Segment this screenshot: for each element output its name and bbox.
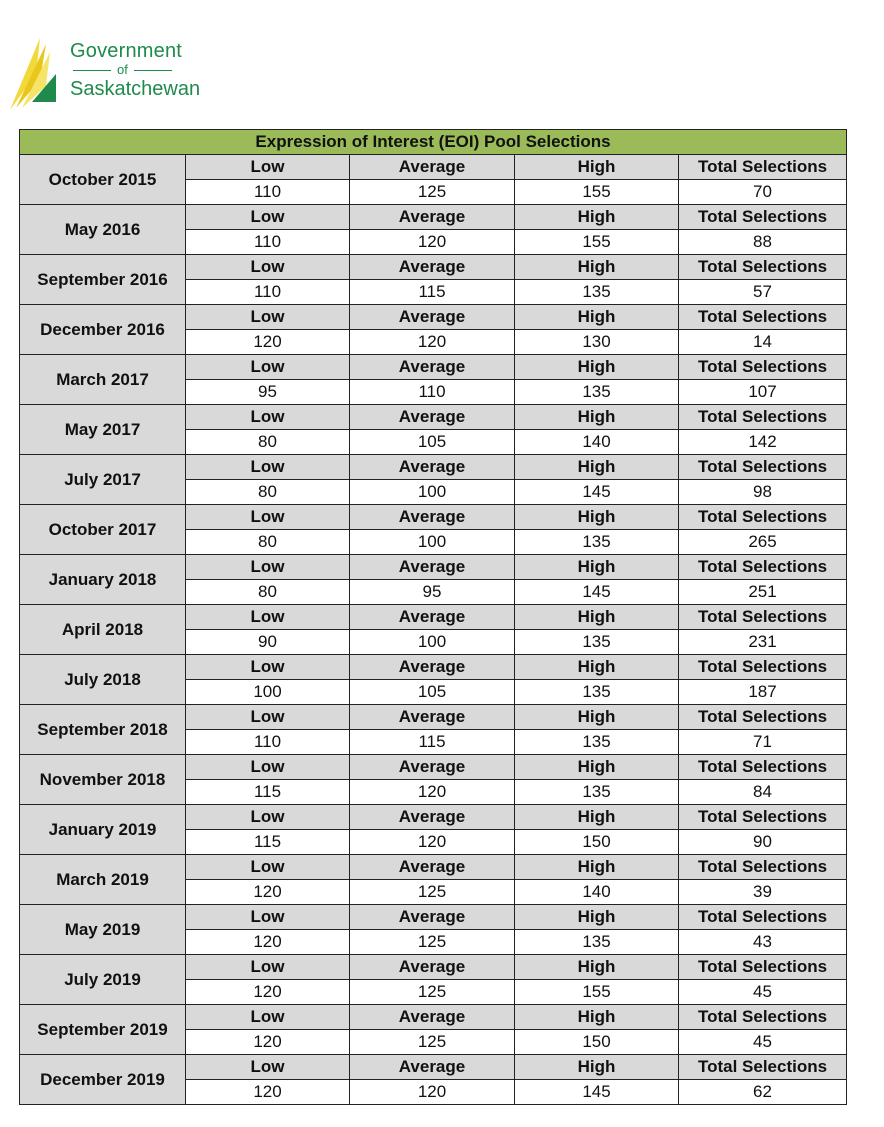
- header-cell-high: High: [515, 505, 679, 530]
- value-cell-high: 135: [515, 730, 679, 755]
- period-cell: March 2019: [20, 855, 186, 905]
- wheat-sheaf-icon: [6, 30, 66, 114]
- header-cell-total: Total Selections: [679, 1005, 847, 1030]
- header-cell-high: High: [515, 355, 679, 380]
- header-cell-low: Low: [186, 255, 350, 280]
- header-cell-average: Average: [350, 805, 515, 830]
- header-cell-total: Total Selections: [679, 855, 847, 880]
- value-cell-total: 84: [679, 780, 847, 805]
- table-row-header: [20, 305, 847, 330]
- value-cell-high: 135: [515, 680, 679, 705]
- value-cell-average: 125: [350, 180, 515, 205]
- header-cell-average: Average: [350, 1005, 515, 1030]
- value-cell-low: 90: [186, 630, 350, 655]
- table-row-header: [20, 605, 847, 630]
- logo-of-text: of: [117, 62, 128, 77]
- table-row-header: [20, 1005, 847, 1030]
- header-cell-low: Low: [186, 205, 350, 230]
- period-cell: October 2017: [20, 505, 186, 555]
- value-cell-total: 251: [679, 580, 847, 605]
- header-cell-low: Low: [186, 855, 350, 880]
- period-cell: January 2018: [20, 555, 186, 605]
- period-cell: April 2018: [20, 605, 186, 655]
- period-cell: July 2017: [20, 455, 186, 505]
- value-cell-high: 140: [515, 430, 679, 455]
- header-cell-average: Average: [350, 355, 515, 380]
- value-cell-total: 70: [679, 180, 847, 205]
- period-cell: May 2017: [20, 405, 186, 455]
- period-cell: September 2019: [20, 1005, 186, 1055]
- header-cell-average: Average: [350, 755, 515, 780]
- table-row-header: [20, 505, 847, 530]
- header-cell-low: Low: [186, 805, 350, 830]
- header-cell-high: High: [515, 955, 679, 980]
- table-row-header: [20, 355, 847, 380]
- header-cell-total: Total Selections: [679, 705, 847, 730]
- value-cell-total: 43: [679, 930, 847, 955]
- value-cell-total: 45: [679, 1030, 847, 1055]
- header-cell-total: Total Selections: [679, 605, 847, 630]
- table-row-header: [20, 555, 847, 580]
- value-cell-high: 155: [515, 180, 679, 205]
- header-cell-total: Total Selections: [679, 755, 847, 780]
- value-cell-high: 145: [515, 480, 679, 505]
- header-cell-total: Total Selections: [679, 205, 847, 230]
- table-row-header: [20, 805, 847, 830]
- period-cell: September 2018: [20, 705, 186, 755]
- header-cell-low: Low: [186, 1055, 350, 1080]
- value-cell-total: 90: [679, 830, 847, 855]
- header-cell-total: Total Selections: [679, 455, 847, 480]
- value-cell-average: 120: [350, 230, 515, 255]
- header-cell-total: Total Selections: [679, 255, 847, 280]
- header-cell-high: High: [515, 705, 679, 730]
- header-cell-average: Average: [350, 555, 515, 580]
- table-row-header: [20, 655, 847, 680]
- value-cell-low: 120: [186, 930, 350, 955]
- eoi-selections-table: [19, 129, 847, 1105]
- value-cell-low: 120: [186, 1030, 350, 1055]
- header-cell-low: Low: [186, 655, 350, 680]
- table-row-header: [20, 705, 847, 730]
- value-cell-average: 105: [350, 430, 515, 455]
- value-cell-average: 100: [350, 530, 515, 555]
- header-cell-high: High: [515, 855, 679, 880]
- table-row-header: [20, 855, 847, 880]
- header-cell-high: High: [515, 155, 679, 180]
- header-cell-total: Total Selections: [679, 555, 847, 580]
- table-row-header: [20, 205, 847, 230]
- table-row-header: [20, 755, 847, 780]
- header-cell-low: Low: [186, 605, 350, 630]
- value-cell-average: 115: [350, 280, 515, 305]
- header-cell-average: Average: [350, 455, 515, 480]
- period-cell: May 2019: [20, 905, 186, 955]
- value-cell-total: 265: [679, 530, 847, 555]
- header-cell-average: Average: [350, 705, 515, 730]
- value-cell-average: 120: [350, 330, 515, 355]
- period-cell: July 2019: [20, 955, 186, 1005]
- value-cell-high: 135: [515, 930, 679, 955]
- header-cell-high: High: [515, 405, 679, 430]
- value-cell-high: 135: [515, 630, 679, 655]
- period-cell: July 2018: [20, 655, 186, 705]
- period-cell: December 2016: [20, 305, 186, 355]
- period-cell: January 2019: [20, 805, 186, 855]
- value-cell-average: 125: [350, 880, 515, 905]
- value-cell-average: 120: [350, 830, 515, 855]
- value-cell-total: 57: [679, 280, 847, 305]
- period-cell: November 2018: [20, 755, 186, 805]
- value-cell-low: 95: [186, 380, 350, 405]
- value-cell-average: 125: [350, 930, 515, 955]
- value-cell-total: 98: [679, 480, 847, 505]
- header-cell-high: High: [515, 205, 679, 230]
- value-cell-average: 125: [350, 980, 515, 1005]
- value-cell-low: 80: [186, 580, 350, 605]
- header-cell-total: Total Selections: [679, 1055, 847, 1080]
- header-cell-high: High: [515, 805, 679, 830]
- value-cell-average: 100: [350, 630, 515, 655]
- header-cell-average: Average: [350, 905, 515, 930]
- header-cell-low: Low: [186, 305, 350, 330]
- value-cell-low: 110: [186, 280, 350, 305]
- header-cell-average: Average: [350, 655, 515, 680]
- header-cell-average: Average: [350, 605, 515, 630]
- value-cell-low: 120: [186, 980, 350, 1005]
- header-cell-total: Total Selections: [679, 505, 847, 530]
- value-cell-total: 45: [679, 980, 847, 1005]
- table-row-header: [20, 905, 847, 930]
- value-cell-high: 135: [515, 530, 679, 555]
- period-cell: March 2017: [20, 355, 186, 405]
- header-cell-low: Low: [186, 755, 350, 780]
- value-cell-high: 130: [515, 330, 679, 355]
- value-cell-average: 95: [350, 580, 515, 605]
- header-cell-low: Low: [186, 505, 350, 530]
- header-cell-total: Total Selections: [679, 355, 847, 380]
- header-cell-high: High: [515, 905, 679, 930]
- value-cell-low: 80: [186, 430, 350, 455]
- table-row-header: [20, 1055, 847, 1080]
- value-cell-high: 140: [515, 880, 679, 905]
- header-cell-high: High: [515, 655, 679, 680]
- header-cell-high: High: [515, 455, 679, 480]
- header-cell-low: Low: [186, 905, 350, 930]
- value-cell-total: 14: [679, 330, 847, 355]
- government-logo: [6, 30, 201, 114]
- value-cell-average: 120: [350, 1080, 515, 1105]
- table-row-header: [20, 155, 847, 180]
- header-cell-total: Total Selections: [679, 405, 847, 430]
- value-cell-low: 120: [186, 880, 350, 905]
- table-row-header: [20, 255, 847, 280]
- value-cell-average: 100: [350, 480, 515, 505]
- value-cell-high: 155: [515, 980, 679, 1005]
- header-cell-high: High: [515, 555, 679, 580]
- value-cell-high: 135: [515, 280, 679, 305]
- header-cell-total: Total Selections: [679, 305, 847, 330]
- header-cell-low: Low: [186, 355, 350, 380]
- value-cell-total: 88: [679, 230, 847, 255]
- header-cell-high: High: [515, 255, 679, 280]
- header-cell-total: Total Selections: [679, 655, 847, 680]
- header-cell-low: Low: [186, 555, 350, 580]
- header-cell-total: Total Selections: [679, 805, 847, 830]
- value-cell-average: 120: [350, 780, 515, 805]
- header-cell-high: High: [515, 1005, 679, 1030]
- value-cell-total: 107: [679, 380, 847, 405]
- value-cell-total: 187: [679, 680, 847, 705]
- header-cell-total: Total Selections: [679, 905, 847, 930]
- header-cell-low: Low: [186, 955, 350, 980]
- value-cell-average: 115: [350, 730, 515, 755]
- header-cell-average: Average: [350, 155, 515, 180]
- period-cell: May 2016: [20, 205, 186, 255]
- value-cell-total: 71: [679, 730, 847, 755]
- value-cell-high: 135: [515, 780, 679, 805]
- header-cell-average: Average: [350, 855, 515, 880]
- table-row-header: [20, 405, 847, 430]
- value-cell-low: 120: [186, 1080, 350, 1105]
- value-cell-high: 155: [515, 230, 679, 255]
- table-row-header: [20, 455, 847, 480]
- period-cell: December 2019: [20, 1055, 186, 1105]
- value-cell-total: 142: [679, 430, 847, 455]
- value-cell-high: 150: [515, 830, 679, 855]
- period-cell: September 2016: [20, 255, 186, 305]
- value-cell-low: 120: [186, 330, 350, 355]
- logo-rule-right: [134, 70, 172, 71]
- logo-of-row: [73, 62, 200, 78]
- logo-rule-left: [73, 70, 111, 71]
- logo-saskatchewan-text: Saskatchewan: [70, 78, 201, 100]
- value-cell-high: 135: [515, 380, 679, 405]
- header-cell-high: High: [515, 605, 679, 630]
- header-cell-average: Average: [350, 505, 515, 530]
- value-cell-total: 231: [679, 630, 847, 655]
- header-cell-average: Average: [350, 955, 515, 980]
- logo-government-text: Government: [70, 40, 183, 62]
- value-cell-average: 105: [350, 680, 515, 705]
- header-cell-average: Average: [350, 305, 515, 330]
- value-cell-high: 145: [515, 580, 679, 605]
- value-cell-low: 110: [186, 730, 350, 755]
- header-cell-average: Average: [350, 405, 515, 430]
- header-cell-high: High: [515, 1055, 679, 1080]
- table-row-header: [20, 955, 847, 980]
- period-cell: October 2015: [20, 155, 186, 205]
- header-cell-low: Low: [186, 705, 350, 730]
- value-cell-high: 145: [515, 1080, 679, 1105]
- value-cell-low: 115: [186, 780, 350, 805]
- header-cell-average: Average: [350, 205, 515, 230]
- value-cell-low: 80: [186, 530, 350, 555]
- header-cell-low: Low: [186, 155, 350, 180]
- value-cell-average: 125: [350, 1030, 515, 1055]
- table-title: Expression of Interest (EOI) Pool Selections: [20, 130, 847, 155]
- value-cell-low: 100: [186, 680, 350, 705]
- value-cell-low: 80: [186, 480, 350, 505]
- header-cell-low: Low: [186, 1005, 350, 1030]
- header-cell-low: Low: [186, 405, 350, 430]
- value-cell-total: 62: [679, 1080, 847, 1105]
- value-cell-low: 110: [186, 230, 350, 255]
- value-cell-low: 115: [186, 830, 350, 855]
- value-cell-low: 110: [186, 180, 350, 205]
- header-cell-high: High: [515, 755, 679, 780]
- value-cell-total: 39: [679, 880, 847, 905]
- value-cell-average: 110: [350, 380, 515, 405]
- header-cell-total: Total Selections: [679, 955, 847, 980]
- header-cell-total: Total Selections: [679, 155, 847, 180]
- header-cell-low: Low: [186, 455, 350, 480]
- value-cell-high: 150: [515, 1030, 679, 1055]
- header-cell-average: Average: [350, 1055, 515, 1080]
- header-cell-average: Average: [350, 255, 515, 280]
- header-cell-high: High: [515, 305, 679, 330]
